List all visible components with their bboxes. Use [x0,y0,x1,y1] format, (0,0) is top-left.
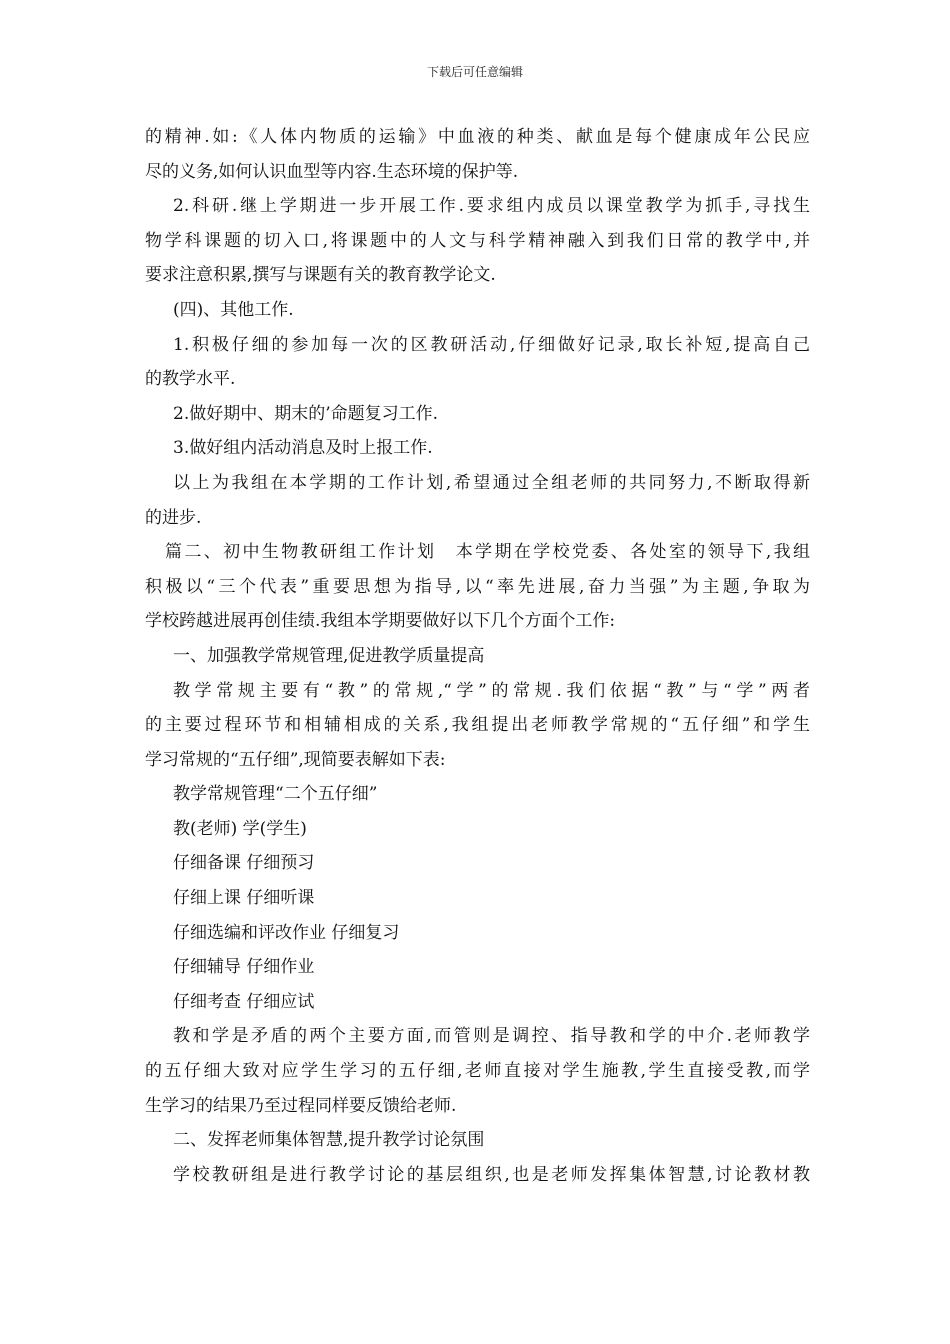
text-line: 生学习的结果乃至过程同样要反馈给老师. [145,1095,457,1116]
text-line: (四)、其他工作. [173,299,294,320]
text-line: 3.做好组内活动消息及时上报工作. [173,438,433,459]
text-line: 物学科课题的切入口,将课题中的人文与科学精神融入到我们日常的教学中,并 [145,230,810,251]
text-line: 仔细备课 仔细预习 [173,853,315,874]
text-line: 仔细辅导 仔细作业 [173,957,315,978]
page-header: 下载后可任意编辑 [426,65,523,79]
text-line: 教学常规管理“二个五仔细” [173,784,378,805]
text-line: 教学常规主要有“教”的常规,“学”的常规.我们依据“教”与“学”两者 [173,680,810,701]
text-line: 尽的义务,如何认识血型等内容.生态环境的保护等. [145,161,519,182]
text-line: 2.做好期中、期末的’命题复习工作. [173,403,439,424]
text-line: 仔细考查 仔细应试 [173,991,315,1012]
text-line: 一、加强教学常规管理,促进教学质量提高 [173,645,485,666]
text-line: 的精神.如:《人体内物质的运输》中血液的种类、献血是每个健康成年公民应 [145,127,810,147]
text-line: 教和学是矛盾的两个主要方面,而管则是调控、指导教和学的中介.老师教学 [173,1026,810,1047]
text-line: 仔细选编和评改作业 仔细复习 [173,922,400,943]
text-line: 的教学水平. [145,369,236,390]
text-line: 仔细上课 仔细听课 [173,888,315,909]
text-line: 的五仔细大致对应学生学习的五仔细,老师直接对学生施教,学生直接受教,而学 [145,1061,810,1082]
text-line: 1.积极仔细的参加每一次的区教研活动,仔细做好记录,取长补短,提高自己 [173,334,810,355]
text-line: 篇二、初中生物教研组工作计划 本学期在学校党委、各处室的领导下,我组 [165,542,810,563]
text-line: 的进步. [145,507,202,528]
text-line: 的主要过程环节和相辅相成的关系,我组提出老师教学常规的“五仔细”和学生 [145,715,810,736]
text-line: 以上为我组在本学期的工作计划,希望通过全组老师的共同努力,不断取得新 [173,472,810,493]
text-line: 学校教研组是进行教学讨论的基层组织,也是老师发挥集体智慧,讨论教材教 [173,1164,810,1185]
text-line: 要求注意积累,撰写与课题有关的教育教学论文. [145,265,496,286]
text-line: 教(老师) 学(学生) [173,818,307,839]
text-line: 学习常规的“五仔细”,现简要表解如下表: [145,749,446,770]
text-line: 积极以“三个代表”重要思想为指导,以“率先进展,奋力当强”为主题,争取为 [145,576,810,597]
text-line: 学校跨越进展再创佳绩.我组本学期要做好以下几个方面个工作: [145,611,616,632]
text-line: 二、发挥老师集体智慧,提升教学讨论氛围 [173,1130,485,1151]
text-line: 2.科研.继上学期进一步开展工作.要求组内成员以课堂教学为抓手,寻找生 [173,196,810,217]
document-body [145,120,810,1192]
